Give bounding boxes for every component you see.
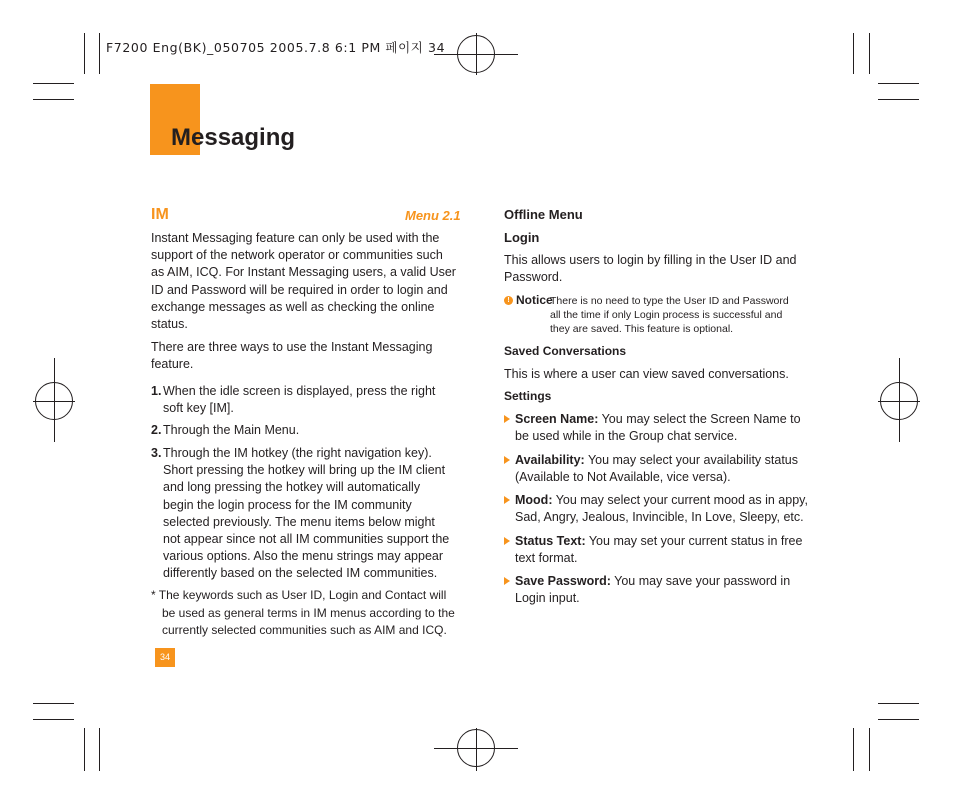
list-item: Availability: You may select your availability status (Available to Not Available, vice versa). bbox=[504, 452, 834, 488]
footnote: * The keywords such as User ID, Login and Contact will be used as general terms in IM menus according to the currently selected communities such as AIM and ICQ. bbox=[151, 588, 455, 638]
menu-reference: Menu 2.1 bbox=[405, 208, 461, 223]
login-paragraph: This allows users to login by filling in the User ID and Password. bbox=[504, 253, 797, 285]
section-title-im: IM bbox=[151, 206, 169, 223]
page-title: Messaging bbox=[171, 124, 296, 151]
arrow-bullet-icon bbox=[504, 415, 510, 423]
notice-label: Notice bbox=[516, 293, 553, 307]
list-item: Status Text: You may set your current status in free text format. bbox=[504, 533, 834, 569]
login-heading: Login bbox=[504, 230, 540, 245]
list-item: 1. When the idle screen is displayed, press the right soft key [IM]. bbox=[151, 384, 436, 416]
list-item: Save Password: You may save your password in Login input. bbox=[504, 573, 834, 609]
list-item: Mood: You may select your current mood as in appy, Sad, Angry, Jealous, Invincible, In Love, Sleepy, etc. bbox=[504, 492, 834, 528]
list-item: 3. Through the IM hotkey (the right navigation key). Short pressing the hotkey will bring up the IM client and long pressing the hotkey will automatically begin the login process for the IM community selected previously. The menu items below might not appear since not all IM communities support the various options. Also the menu strings may appear differently based on the selected IM communities. bbox=[151, 446, 450, 581]
offline-menu-heading: Offline Menu bbox=[504, 207, 583, 222]
arrow-bullet-icon bbox=[504, 577, 510, 585]
saved-conversations-heading: Saved Conversations bbox=[504, 344, 627, 358]
notice-text: There is no need to type the User ID and Password all the time if only Login process is successful and they are saved. This feature is optional. bbox=[550, 295, 789, 335]
im-ways-paragraph: There are three ways to use the Instant Messaging feature. bbox=[151, 340, 433, 372]
list-item: 2. Through the Main Menu. bbox=[151, 423, 300, 437]
arrow-bullet-icon bbox=[504, 537, 510, 545]
im-intro-paragraph: Instant Messaging feature can only be used with the support of the network operator or communities such as AIM, ICQ. For Instant Messaging users, a valid User ID and Password will be required in order to login and exchange messages as well as checking the online status. bbox=[151, 231, 456, 332]
arrow-bullet-icon bbox=[504, 456, 510, 464]
page-number-badge: 34 bbox=[155, 648, 175, 667]
print-slug: F7200 Eng(BK)_050705 2005.7.8 6:1 PM 페이지 34 bbox=[106, 40, 446, 55]
list-item: Screen Name: You may select the Screen Name to be used while in the Group chat service. bbox=[504, 411, 834, 447]
settings-heading: Settings bbox=[504, 389, 552, 403]
notice-icon: ! bbox=[504, 296, 513, 305]
saved-conversations-text: This is where a user can view saved conversations. bbox=[504, 367, 789, 381]
arrow-bullet-icon bbox=[504, 496, 510, 504]
